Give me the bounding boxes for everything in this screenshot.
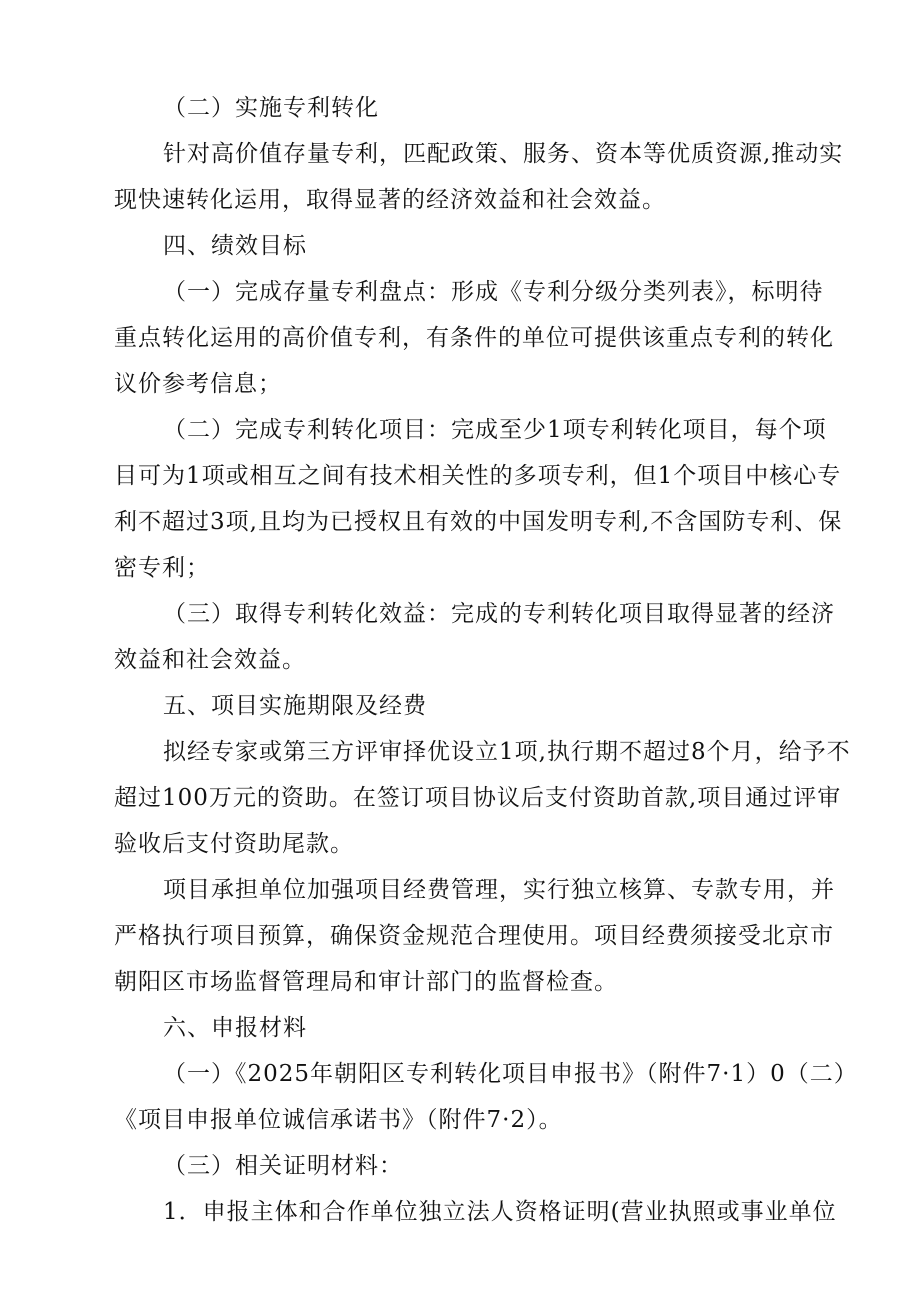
funding-line-1: 拟经专家或第三方评审择优设立1项,执行期不超过8个月，给予不 <box>163 739 851 765</box>
goal-2-line-4: 密专利； <box>114 555 210 581</box>
materials-3-item-1: 1．申报主体和合作单位独立法人资格证明(营业执照或事业单位 <box>163 1199 837 1225</box>
goal-3-line-2: 效益和社会效益。 <box>114 647 306 673</box>
goal-2-line-1: （二）完成专利转化项目：完成至少1项专利转化项目，每个项 <box>163 417 827 443</box>
heading-performance-goals: 四、绩效目标 <box>163 233 307 259</box>
goal-2-line-3: 利不超过3项,且均为已授权且有效的中国发明专利,不含国防专利、保 <box>114 509 843 535</box>
goal-3-line-1: （三）取得专利转化效益：完成的专利转化项目取得显著的经济 <box>163 601 835 627</box>
section-2-heading: （二）实施专利转化 <box>163 95 379 121</box>
management-line-1: 项目承担单位加强项目经费管理，实行独立核算、专款专用，并 <box>163 877 835 903</box>
heading-application-materials: 六、申报材料 <box>163 1015 307 1041</box>
heading-period-and-funding: 五、项目实施期限及经费 <box>163 693 427 719</box>
section-2-body-line-2: 现快速转化运用，取得显著的经济效益和社会效益。 <box>114 187 666 213</box>
section-2-body-line-1: 针对高价值存量专利，匹配政策、服务、资本等优质资源,推动实 <box>163 141 844 167</box>
management-line-2: 严格执行项目预算，确保资金规范合理使用。项目经费须接受北京市 <box>114 923 834 949</box>
goal-1-line-2: 重点转化运用的高价值专利，有条件的单位可提供该重点专利的转化 <box>114 325 834 351</box>
goal-2-line-2: 目可为1项或相互之间有技术相关性的多项专利，但1个项目中核心专 <box>114 463 842 489</box>
goal-1-line-1: （一）完成存量专利盘点：形成《专利分级分类列表》，标明待 <box>163 279 824 305</box>
materials-1-line-1: （一）《2025年朝阳区专利转化项目申报书》（附件7·1）0（二） <box>163 1061 858 1087</box>
materials-1-line-2: 《项目申报单位诚信承诺书》（附件7·2）。 <box>114 1107 563 1133</box>
goal-1-line-3: 议价参考信息； <box>114 371 282 397</box>
management-line-3: 朝阳区市场监督管理局和审计部门的监督检查。 <box>114 969 618 995</box>
funding-line-3: 验收后支付资助尾款。 <box>114 831 354 857</box>
funding-line-2: 超过100万元的资助。在签订项目协议后支付资助首款,项目通过评审 <box>114 785 842 811</box>
materials-3-heading: （三）相关证明材料： <box>163 1153 403 1179</box>
